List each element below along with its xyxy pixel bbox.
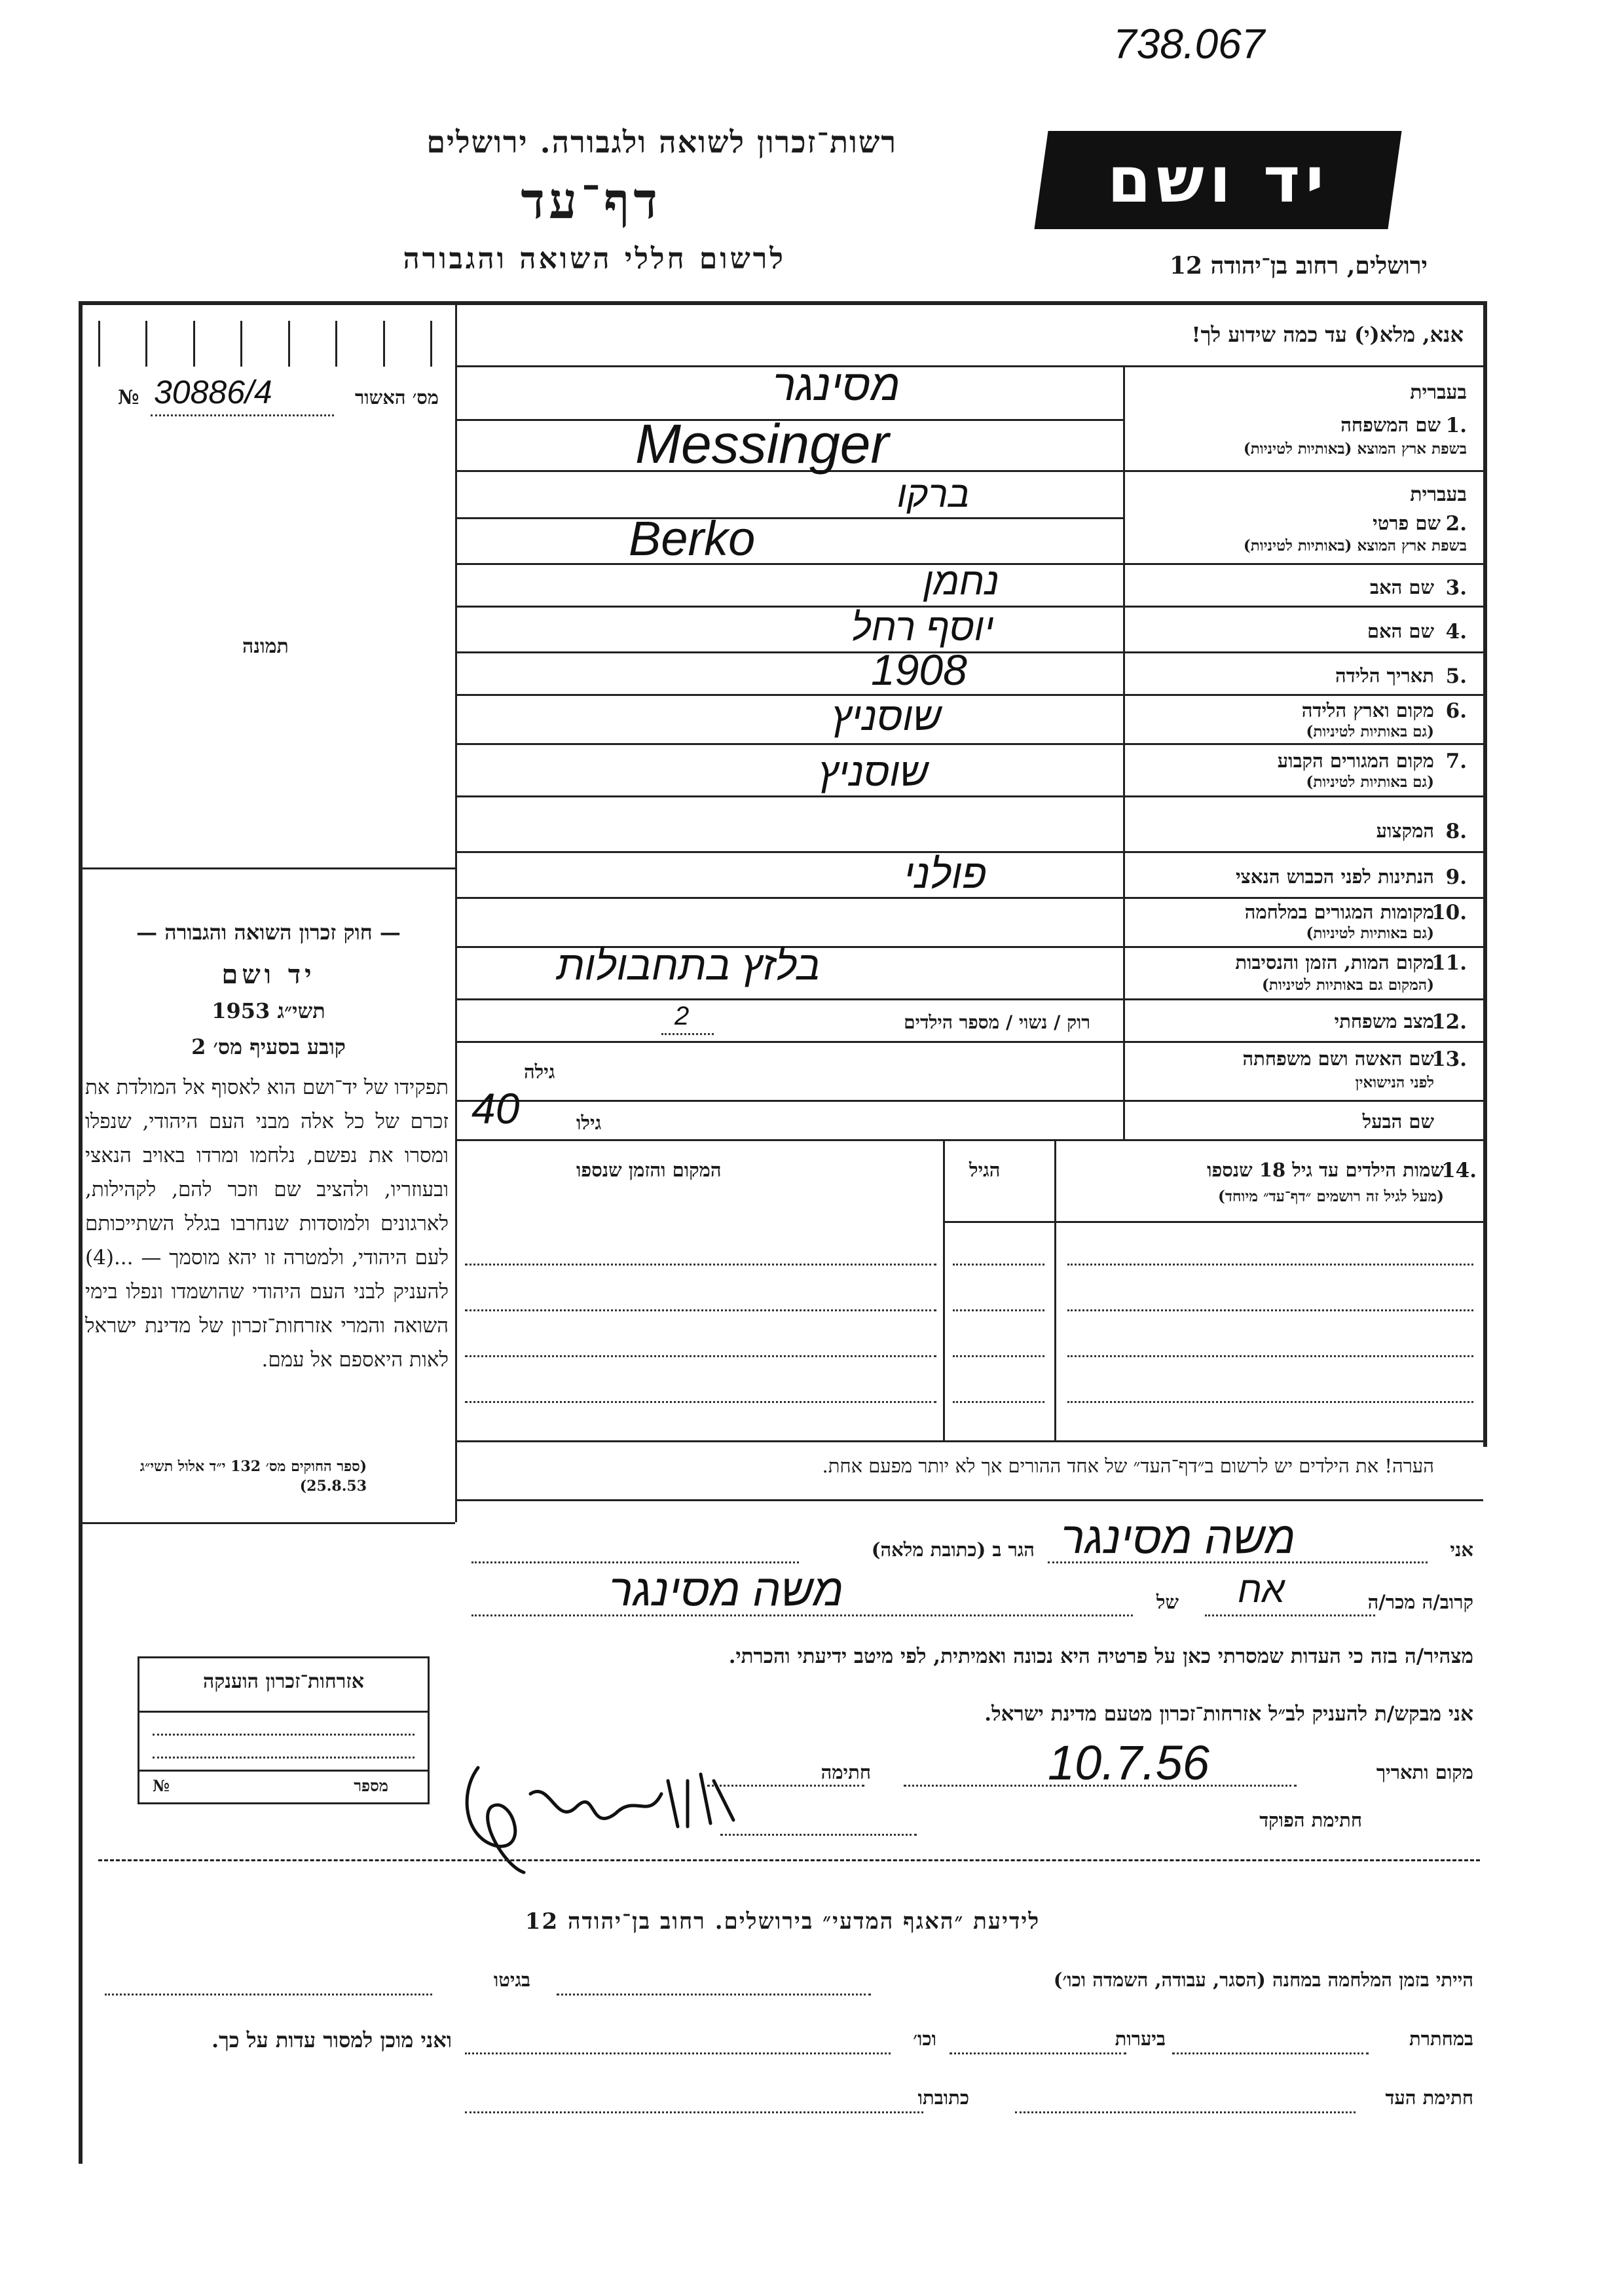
birth-date-value: 1908 (871, 646, 967, 694)
children-label: שמות הילדים עד גיל 18 שנספו (1207, 1159, 1444, 1181)
field-label: הנתינות לפני הכבוש הנאצי (1236, 866, 1434, 888)
field-label: המקצוע (1376, 820, 1434, 842)
field-num: 1. (1445, 414, 1467, 437)
approval-label: מס׳ האשור (355, 386, 439, 409)
archive-number: 738.067 (1113, 20, 1265, 67)
field-death-place (1123, 946, 1480, 998)
field-label: מקום המגורים הקבוע (1277, 750, 1434, 772)
relation-label: קרוב/ה מכר/ה (1367, 1591, 1473, 1613)
children-sub: (מעל לגיל זה רושמים ״דף־עד״ מיוחד) (1217, 1188, 1444, 1205)
official-signature-row (471, 1797, 1473, 1843)
approval-cells (98, 321, 432, 367)
approval-number-value: 30886/4 (154, 374, 272, 410)
heb-tag: בעברית (1410, 483, 1467, 506)
field-num: 9. (1445, 866, 1467, 889)
husband-age-label: גילו (576, 1112, 602, 1134)
form-subtitle: לרשום חללי השואה והגבורה (403, 242, 786, 276)
declaration-relation-row (471, 1565, 1473, 1630)
citizenship-title: אזרחות־זכרון הוענקה (202, 1670, 365, 1693)
field-family-name (1123, 367, 1480, 470)
field-label: מקום וארץ הלידה (1301, 699, 1434, 721)
family-name-latin: Messinger (635, 413, 889, 475)
field-sub: בשפת ארץ המוצא (באותיות לטיניות) (1243, 537, 1467, 555)
field-label: מקום המות, הזמן והנסיבות (1235, 951, 1434, 974)
field-label: שם המשפחה (1340, 414, 1441, 436)
field-wife-name (1123, 1041, 1480, 1100)
ghetto-label: בגיטו (493, 1969, 530, 1991)
citizenship-number-label: מספר (354, 1776, 388, 1795)
field-sub: (גם באותיות לטיניות) (1306, 773, 1434, 791)
bottom-title: לידיעת ״האגף המדעי״ בירושלים. רחוב בן־יהודה 12 (525, 1908, 1041, 1935)
place-date-value: 10.7.56 (1048, 1736, 1209, 1790)
field-label: שם האשה ושם משפחתה (1242, 1048, 1434, 1070)
authority-line: רשות־זכרון לשואה ולגבורה. ירושלים (426, 124, 897, 160)
ready-label: ואני מוכן למסור עדות על כך. (211, 2028, 452, 2052)
law-body: תפקידו של יד־ושם הוא לאסוף אל המולדת את זכרם של כל אלה מבני העם היהודי, שנפלו ומסרו את נפשם, נלחמו ומרדו באויב הנאצי ובעוזריו, ולהציב שם וזכר להם, לקהילות, לארגונים ולמוסדות שנחרבו בגלל השתייכותם לעם היהודי, ולמטרה זו יהא מוסמך — ...(4) להעניק לבני העם היהודי שהושמדו ונפלו בימי השואה והמרי אזרחות־זכרון של מדינת ישראל לאות היאספם אל עמם. (85, 1076, 449, 1372)
field-sub: (גם באותיות לטיניות) (1306, 723, 1434, 740)
field-sub: לפני הנישואין (1355, 1074, 1434, 1091)
relation-value: אח (1238, 1569, 1285, 1610)
i-label: אני (1450, 1539, 1473, 1561)
place-date-label: מקום ותאריך (1376, 1761, 1473, 1783)
field-sub: (המקום גם באותיות לטיניות) (1262, 976, 1434, 994)
field-num: 11. (1431, 951, 1467, 975)
field-label: מקומות המגורים במלחמה (1244, 901, 1434, 923)
first-name-latin: Berko (629, 511, 756, 566)
death-place-value: בלזץ בתחבולות (557, 943, 821, 989)
photo-label: תמונה (242, 635, 289, 658)
underground-label: במחתרת (1409, 2028, 1473, 2050)
field-num: 12. (1431, 1010, 1467, 1034)
heb-tag: בעברית (1410, 381, 1467, 404)
form-title: דף־עד (521, 172, 661, 230)
marital-options: רוק / נשוי / מספר הילדים (904, 1011, 1090, 1033)
field-residence (1123, 743, 1480, 795)
nationality-value: פולני (904, 852, 987, 897)
resident-label: הגר ב (כתובת מלאה) (871, 1539, 1035, 1561)
declaration-request: אני מבקש/ת להעניק לב״ל אזרחות־זכרון מטעם מדינת ישראל. (984, 1702, 1473, 1726)
note-text: הערה! את הילדים יש לרשום ב״דף־העד״ של אחד ההורים אך לא יותר מפעם אחת. (822, 1455, 1434, 1477)
field-wartime-residence (1123, 897, 1480, 946)
residence-value: שוסניץ (819, 750, 929, 794)
field-first-name (1123, 471, 1480, 563)
field-num: 6. (1445, 699, 1467, 723)
children-count-value: 2 (674, 1002, 690, 1030)
of-label: של (1156, 1591, 1179, 1613)
of-value: משה מסינגר (609, 1565, 844, 1615)
field-num: 2. (1445, 512, 1467, 536)
citizenship-prefix: № (153, 1776, 170, 1795)
children-col-age: הגיל (969, 1159, 1001, 1181)
law-name: יד ושם (221, 959, 316, 990)
field-label: תאריך הלידה (1335, 665, 1434, 687)
i-value: משה מסינגר (1061, 1513, 1296, 1563)
declaration-i-row (471, 1513, 1473, 1571)
field-num: 7. (1445, 750, 1467, 773)
field-num: 4. (1445, 620, 1467, 644)
field-husband-name (1123, 1100, 1480, 1139)
field-num: 8. (1445, 820, 1467, 843)
bottom-row-1 (98, 1961, 1473, 2007)
field-mother-name (1123, 606, 1480, 651)
field-num: 13. (1431, 1048, 1467, 1071)
field-num: 3. (1445, 576, 1467, 600)
law-reference: (ספר החוקים מס׳ 132 י״ד אלול תשי״ג 25.8.53) (139, 1458, 367, 1495)
family-name-hebrew: מסינגר (773, 361, 900, 409)
field-label: מצב משפחתי (1334, 1010, 1434, 1032)
field-num: 5. (1445, 665, 1467, 688)
birth-place-value: שוסניץ (832, 695, 942, 738)
yad-vashem-logo (1034, 131, 1401, 229)
wife-age-value: 40 (471, 1084, 520, 1133)
field-birth-date (1123, 651, 1480, 694)
field-marital-status (1123, 998, 1480, 1041)
forests-label: ביערות (1115, 2028, 1166, 2050)
field-birth-place (1123, 694, 1480, 743)
field-profession (1123, 805, 1480, 851)
bottom-row-2 (98, 2020, 1473, 2066)
declaration-statement: מצהיר/ה בזה כי העדות שמסרתי כאן על פרטיה היא נכונה ואמיתית, לפי מיטב ידיעתי והכרתי. (728, 1645, 1473, 1668)
intro-text: אנא, מלא(י) עד כמה שידוע לך! (1191, 322, 1464, 347)
father-name-value: נחמן (923, 560, 999, 603)
wife-age-label: גילה (524, 1061, 555, 1083)
mother-name-value: יוסף רחל (851, 606, 995, 649)
field-nationality (1123, 851, 1480, 897)
official-label: חתימת הפוקד (1259, 1809, 1362, 1831)
etc-label: וכו׳ (913, 2028, 936, 2050)
address-label: כתובתו (917, 2086, 969, 2109)
field-sub: בשפת ארץ המוצא (באותיות לטיניות) (1243, 440, 1467, 458)
law-title: — חוק זכרון השואה והגבורה — (136, 920, 401, 945)
children-header (1058, 1152, 1480, 1218)
camp-label: הייתי בזמן המלחמה במחנה (הסגר, עבודה, השמדה וכו׳) (1053, 1969, 1473, 1991)
first-name-hebrew: ברקו (897, 473, 970, 515)
address: ירושלים, רחוב בן־יהודה 12 (1169, 252, 1428, 280)
law-clause: קובע בסעיף מס׳ 2 (191, 1034, 346, 1059)
field-label: שם הבעל (1362, 1110, 1434, 1133)
field-label: שם האב (1369, 576, 1434, 598)
field-num: 10. (1431, 901, 1467, 924)
children-col-place: המקום והזמן שנספו (576, 1159, 722, 1181)
field-label: שם האם (1367, 620, 1434, 642)
field-num: 14. (1441, 1159, 1477, 1182)
bottom-row-3 (98, 2079, 1473, 2124)
field-father-name (1123, 563, 1480, 606)
approval-prefix: № (118, 386, 139, 409)
law-year: תשי״ג 1953 (212, 998, 325, 1023)
approval-number-row (118, 374, 445, 418)
field-label: שם פרטי (1373, 512, 1441, 534)
signature-label: חתימה (821, 1761, 871, 1783)
citizenship-box (138, 1656, 430, 1804)
logo-text: יד ושם (1107, 143, 1329, 217)
witness-sign-label: חתימת העד (1385, 2086, 1473, 2109)
field-sub: (גם באותיות לטיניות) (1306, 924, 1434, 942)
